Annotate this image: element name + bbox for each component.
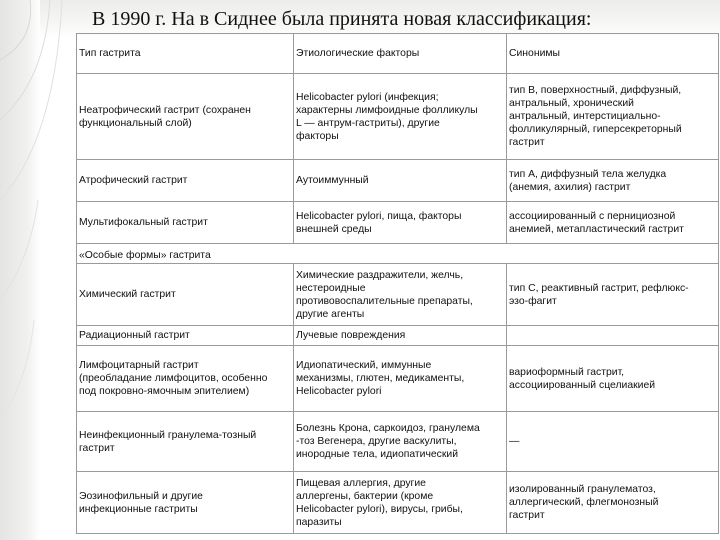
- table-row: [77, 412, 719, 472]
- cell-synonyms: изолированный гранулематоз, аллергический, флегмонозный гастрит: [507, 472, 719, 534]
- cell-etiology: Химические раздражители, желчь, нестероидные противовоспалительные препараты, другие агенты: [294, 264, 507, 326]
- table-row: [77, 74, 719, 160]
- table-row: [77, 346, 719, 412]
- table-row: [77, 160, 719, 202]
- cell-type: Неинфекционный гранулема-тозный гастрит: [77, 412, 294, 472]
- cell-etiology: Лучевые повреждения: [294, 326, 507, 346]
- cell-type: Неатрофический гастрит (сохранен функциональный слой): [77, 74, 294, 160]
- cell-type: Радиационный гастрит: [77, 326, 294, 346]
- cell-type: Лимфоцитарный гастрит (преобладание лимфоцитов, особенно под покровно-ямочным эпителием): [77, 346, 294, 412]
- cell-type: Атрофический гастрит: [77, 160, 294, 202]
- cell-type: Химический гастрит: [77, 264, 294, 326]
- cell-synonyms: тип А, диффузный тела желудка (анемия, ахилия) гастрит: [507, 160, 719, 202]
- cell-synonyms: ассоциированный с пернициозной анемией, метапластический гастрит: [507, 202, 719, 244]
- cell-synonyms: тип С, реактивный гастрит, рефлюкс- эзо-фагит: [507, 264, 719, 326]
- table-header-row: [77, 34, 719, 74]
- table-row: [77, 472, 719, 534]
- table-row: [77, 326, 719, 346]
- table-row: [77, 202, 719, 244]
- slide-ornament: [0, 0, 70, 540]
- header-type: Тип гастрита: [77, 34, 294, 74]
- section-row: [77, 244, 719, 264]
- cell-etiology: Пищевая аллергия, другие аллергены, бактерии (кроме Helicobacter pylori), вирусы, грибы, паразиты: [294, 472, 507, 534]
- header-etiology: Этиологические факторы: [294, 34, 507, 74]
- cell-etiology: Helicobacter pylori (инфекция; характерны лимфоидные фолликулы L — антрум-гастриты), другие факторы: [294, 74, 507, 160]
- cell-type: Эозинофильный и другие инфекционные гастриты: [77, 472, 294, 534]
- table-row: [77, 264, 719, 326]
- slide-title: В 1990 г. На в Сиднее была принята новая классификация:: [92, 8, 592, 30]
- cell-synonyms: —: [507, 412, 719, 472]
- cell-synonyms: вариоформный гастрит, ассоциированный сцелиакией: [507, 346, 719, 412]
- header-synonyms: Синонимы: [507, 34, 719, 74]
- cell-synonyms: тип В, поверхностный, диффузный, антральный, хронический антральный, интерстициально- фолликулярный, гиперсекреторный гастрит: [507, 74, 719, 160]
- cell-etiology: Helicobacter pylori, пища, факторы внешней среды: [294, 202, 507, 244]
- classification-table: [76, 33, 719, 534]
- cell-etiology: Аутоиммунный: [294, 160, 507, 202]
- cell-etiology: Болезнь Крона, саркоидоз, гранулема -тоз Вегенера, другие васкулиты, инородные тела, идиопатический: [294, 412, 507, 472]
- cell-synonyms: [507, 326, 719, 346]
- section-title: «Особые формы» гастрита: [77, 244, 719, 264]
- cell-etiology: Идиопатический, иммунные механизмы, глютен, медикаменты, Helicobacter pylori: [294, 346, 507, 412]
- cell-type: Мультифокальный гастрит: [77, 202, 294, 244]
